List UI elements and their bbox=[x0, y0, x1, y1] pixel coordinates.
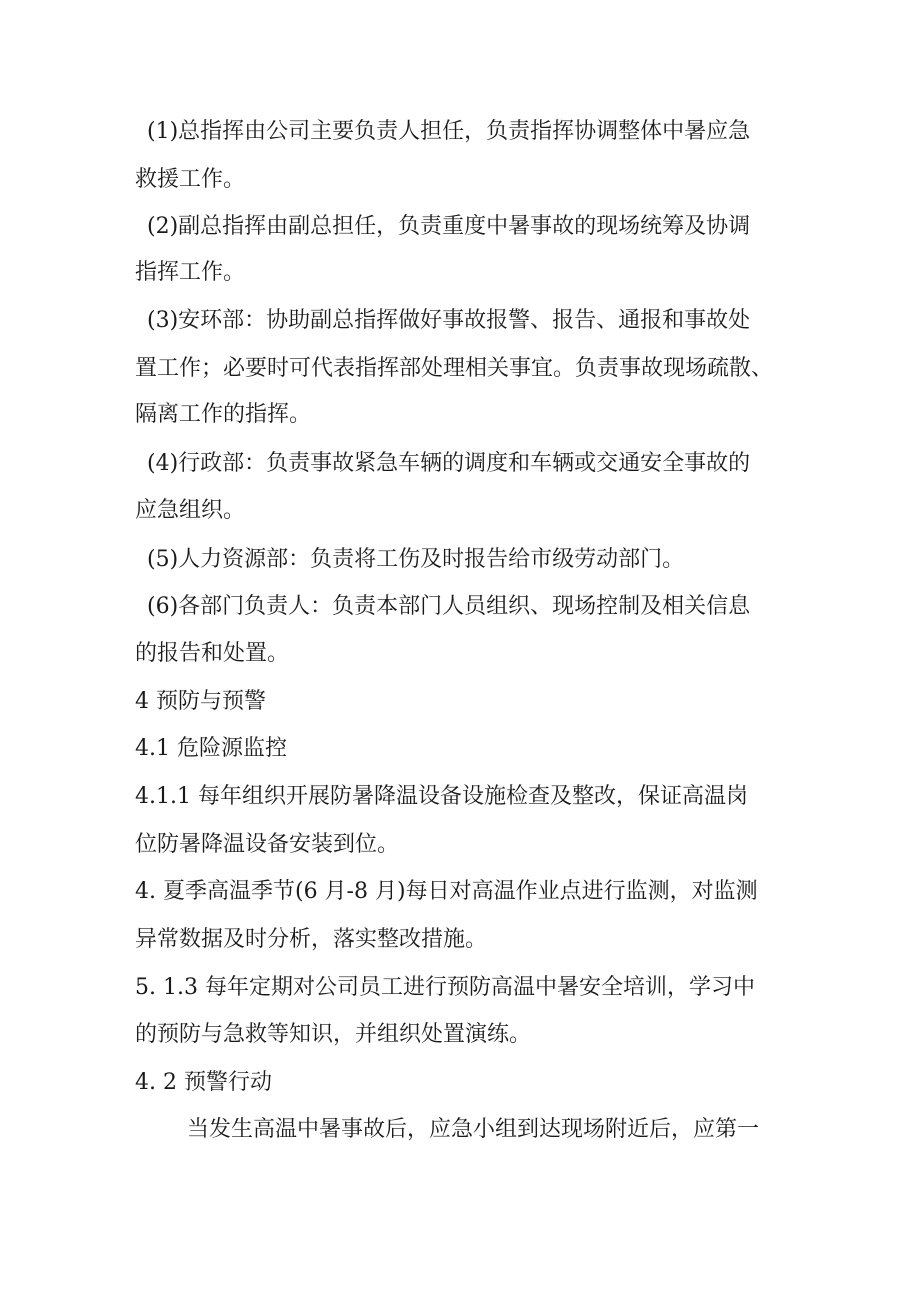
item-6-label: (6) bbox=[147, 594, 179, 619]
item-1-text: 总指挥由公司主要负责人担任，负责指挥协调整体中暑应急 bbox=[178, 119, 751, 144]
item-1-line-2: 救援工作。 bbox=[135, 167, 246, 192]
para-5-1-3-line-1: 5. 1.3 每年定期对公司员工进行预防高温中暑安全培训，学习中 bbox=[135, 975, 755, 1000]
item-2-label: (2) bbox=[147, 214, 179, 239]
item-4-line-1 bbox=[147, 449, 750, 479]
para-4-2-line-1: 当发生高温中暑事故后，应急小组到达现场附近后，应第一 bbox=[187, 1117, 760, 1142]
para-4-1-1-line-2: 位防暑降温设备安装到位。 bbox=[135, 832, 400, 857]
item-5-line-1 bbox=[147, 545, 684, 575]
item-3-line-3: 隔离工作的指挥。 bbox=[135, 402, 312, 427]
item-3-text: 安环部：协助副总指挥做好事故报警、报告、通报和事故处 bbox=[178, 308, 751, 333]
item-2-text: 副总指挥由副总担任，负责重度中暑事故的现场统筹及协调 bbox=[178, 214, 751, 239]
section-4-1-heading: 4.1 危险源监控 bbox=[135, 736, 287, 761]
item-4-text: 行政部：负责事故紧急车辆的调度和车辆或交通安全事故的 bbox=[178, 451, 751, 476]
item-6-line-2: 的报告和处置。 bbox=[135, 641, 290, 666]
item-5-text: 人力资源部：负责将工伤及时报告给市级劳动部门。 bbox=[178, 547, 685, 572]
item-3-line-1 bbox=[147, 306, 750, 336]
item-1-label: (1) bbox=[147, 119, 179, 144]
section-4-heading: 4 预防与预警 bbox=[135, 689, 266, 714]
item-3-line-2: 置工作；必要时可代表指挥部处理相关事宜。负责事故现场疏散、 bbox=[135, 356, 774, 381]
item-1-line-1 bbox=[147, 117, 750, 147]
item-6-text: 各部门负责人：负责本部门人员组织、现场控制及相关信息 bbox=[178, 594, 751, 619]
item-4-line-2: 应急组织。 bbox=[135, 498, 246, 523]
item-2-line-1 bbox=[147, 212, 750, 242]
para-4-line-1: 4. 夏季高温季节(6 月-8 月)每日对高温作业点进行监测，对监测 bbox=[135, 879, 758, 904]
item-4-label: (4) bbox=[147, 451, 179, 476]
section-4-2-heading: 4. 2 预警行动 bbox=[135, 1070, 272, 1095]
item-5-label: (5) bbox=[147, 547, 179, 572]
para-4-1-1-line-1: 4.1.1 每年组织开展防暑降温设备设施检查及整改，保证高温岗 bbox=[135, 784, 748, 809]
para-5-1-3-line-2: 的预防与急救等知识，并组织处置演练。 bbox=[135, 1022, 532, 1047]
item-2-line-2: 指挥工作。 bbox=[135, 260, 246, 285]
para-4-line-2: 异常数据及时分析，落实整改措施。 bbox=[135, 927, 488, 952]
item-3-label: (3) bbox=[147, 308, 179, 333]
item-6-line-1 bbox=[147, 592, 750, 622]
